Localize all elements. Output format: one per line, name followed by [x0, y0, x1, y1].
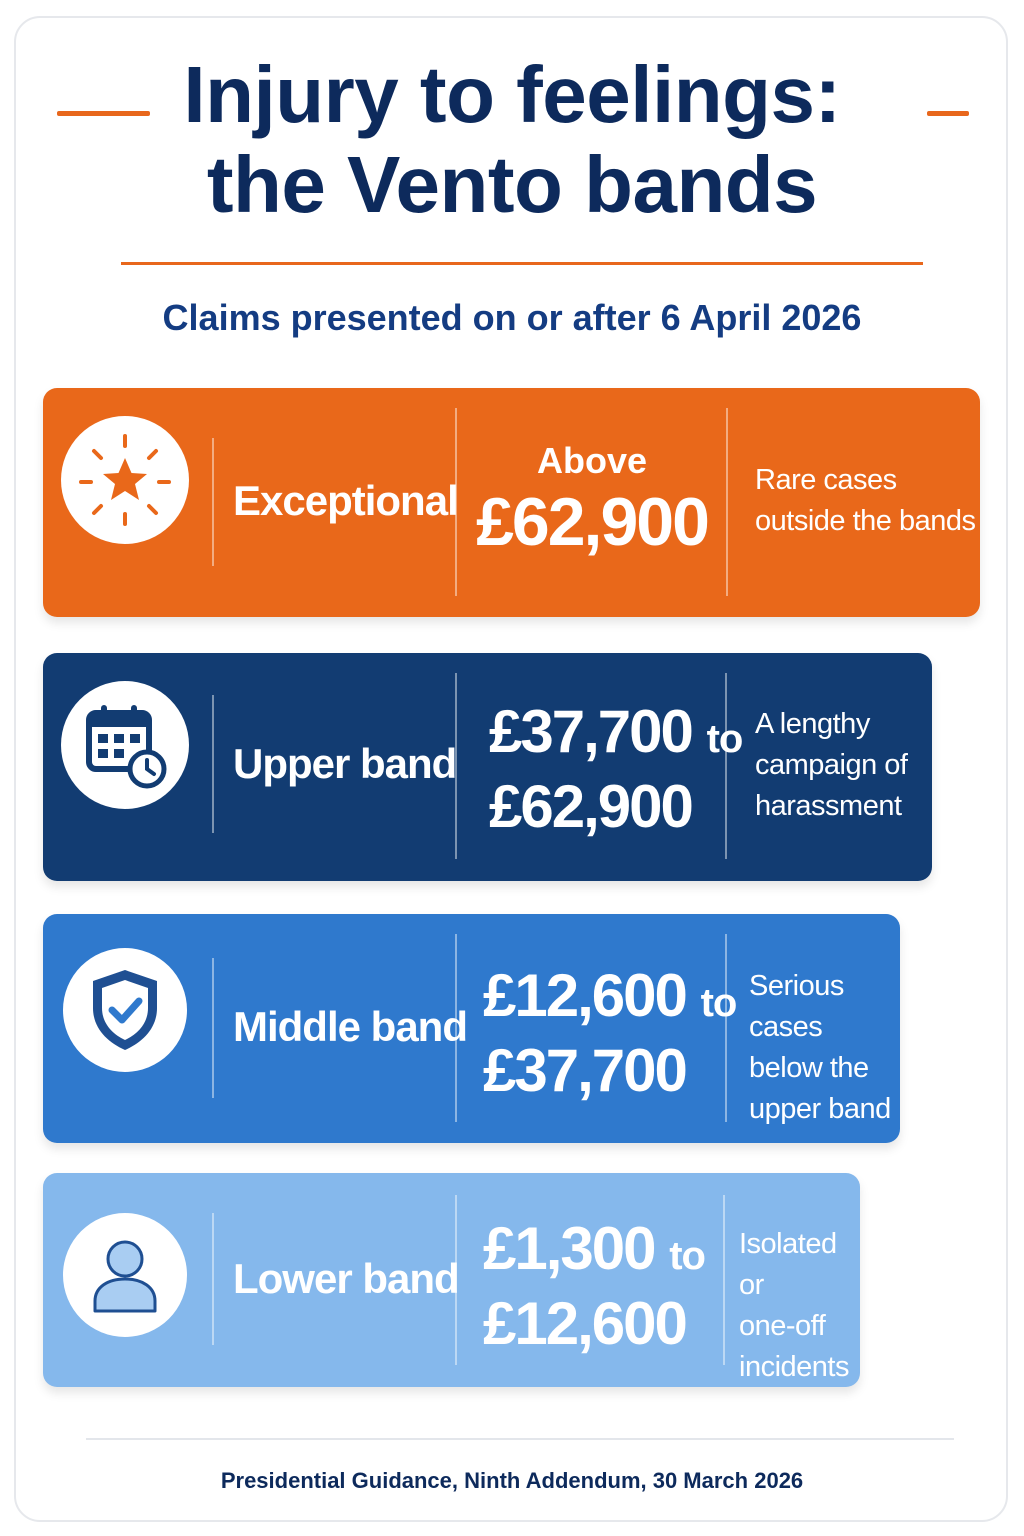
band-card-lower — [43, 1173, 860, 1387]
title-block — [0, 50, 1024, 230]
band-name: Upper band — [233, 740, 457, 787]
amount-from: £37,700 — [489, 698, 692, 765]
band-card-middle — [43, 914, 900, 1143]
calendar-clock-icon — [77, 697, 173, 793]
band-amount — [457, 440, 727, 562]
band-amount — [483, 962, 736, 1105]
description-line: Serious cases — [749, 970, 844, 1043]
divider — [212, 438, 214, 566]
band-amount — [489, 698, 742, 841]
amount-prefix: Above — [536, 440, 648, 481]
divider — [725, 673, 727, 859]
band-card-upper — [43, 653, 932, 881]
band-description — [755, 460, 975, 542]
band-name: Middle band — [233, 1003, 467, 1050]
band-description — [749, 966, 900, 1130]
page-title — [0, 50, 1024, 230]
description-line: campaign of — [755, 749, 908, 781]
amount-to: £12,600 — [483, 1290, 686, 1357]
title-line-2: the Vento bands — [206, 140, 818, 229]
band-card-exceptional — [43, 388, 980, 617]
icon-circle — [61, 416, 189, 544]
amount-to-label: to — [700, 981, 737, 1025]
icon-circle — [63, 948, 187, 1072]
amount-from: £12,600 — [483, 962, 686, 1029]
title-line-1: Injury to feelings: — [183, 50, 841, 139]
divider — [212, 695, 214, 833]
description-line: incidents — [739, 1351, 849, 1383]
divider — [726, 408, 728, 596]
divider — [723, 1195, 725, 1365]
description-line: A lengthy — [755, 708, 870, 740]
description-line: below the — [749, 1052, 869, 1084]
divider — [725, 934, 727, 1122]
divider — [212, 1213, 214, 1345]
description-line: outside the bands — [755, 505, 976, 537]
band-description — [739, 1224, 860, 1388]
divider — [455, 934, 457, 1122]
amount-to: £62,900 — [489, 773, 692, 840]
person-icon — [83, 1233, 167, 1317]
divider — [212, 958, 214, 1098]
band-name: Lower band — [233, 1255, 459, 1302]
amount-to-label: to — [706, 717, 743, 761]
band-name: Exceptional — [233, 477, 458, 524]
amount-to-label: to — [669, 1234, 705, 1278]
star-burst-icon — [77, 432, 173, 528]
band-description — [755, 704, 908, 827]
icon-circle — [63, 1213, 187, 1337]
description-line: one-off — [739, 1310, 826, 1342]
description-line: harassment — [755, 790, 902, 822]
divider — [455, 673, 457, 859]
description-line: upper band — [749, 1093, 891, 1125]
title-underline — [121, 262, 923, 265]
description-line: Isolated or — [739, 1228, 837, 1301]
footer-source: Presidential Guidance, Ninth Addendum, 30 March 2026 — [220, 1468, 804, 1493]
icon-circle — [61, 681, 189, 809]
description-line: Rare cases — [755, 464, 897, 496]
amount-from: £1,300 — [483, 1215, 655, 1282]
footer-divider — [86, 1438, 954, 1440]
band-amount — [483, 1215, 705, 1358]
divider — [455, 1195, 457, 1365]
subtitle: Claims presented on or after 6 April 2026 — [162, 297, 862, 338]
shield-check-icon — [79, 964, 171, 1056]
amount-value: £62,900 — [476, 484, 708, 560]
amount-to: £37,700 — [483, 1037, 686, 1104]
